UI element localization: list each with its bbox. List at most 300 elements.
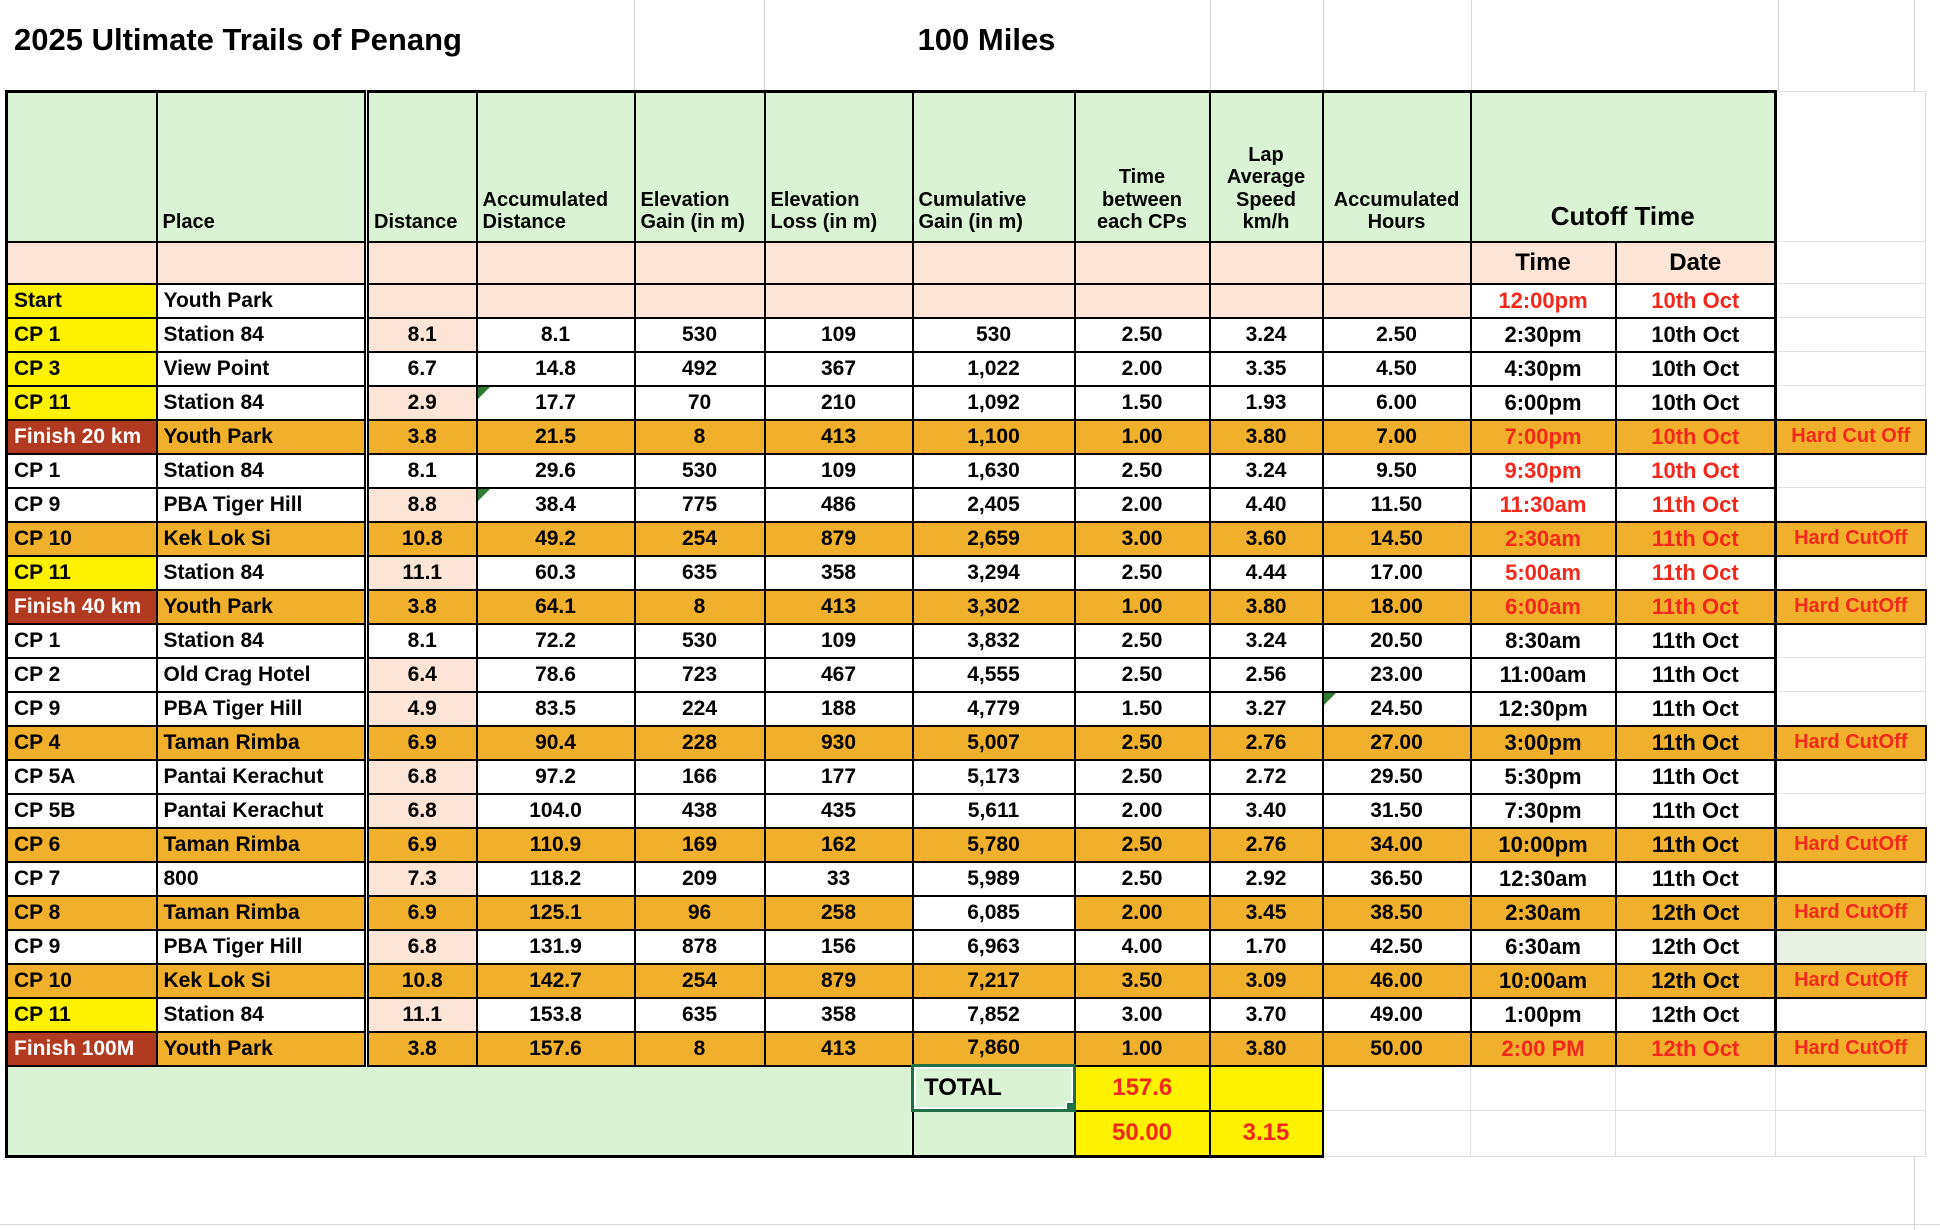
cutoff-time-cell[interactable]: 12:30pm [1471,692,1616,726]
sheet-cell[interactable] [1776,1111,1926,1157]
total-label-cell[interactable] [913,1066,1075,1111]
row-label-cell[interactable]: CP 3 [7,352,157,386]
elevation-loss-cell[interactable]: 358 [765,998,913,1032]
time-between-cps-cell[interactable]: 2.50 [1075,454,1210,488]
row-label-cell[interactable]: CP 2 [7,658,157,692]
distance-cell[interactable]: 8.1 [367,624,477,658]
cutoff-date-cell[interactable]: 11th Oct [1616,658,1776,692]
cutoff-date-cell[interactable]: 11th Oct [1616,726,1776,760]
sheet-cell[interactable] [1776,760,1926,794]
elevation-loss-cell[interactable]: 188 [765,692,913,726]
sheet-cell[interactable] [1776,998,1926,1032]
cutoff-time-cell[interactable]: 11:00am [1471,658,1616,692]
distance-cell[interactable]: 3.8 [367,1032,477,1066]
time-between-cps-cell[interactable]: 2.50 [1075,726,1210,760]
header-accumulated-hours[interactable]: Accumulated Hours [1323,92,1471,242]
row-label-cell[interactable]: CP 11 [7,386,157,420]
distance-cell[interactable]: 8.1 [367,318,477,352]
sheet-cell[interactable] [913,1111,1075,1157]
lap-average-speed-cell[interactable]: 3.24 [1210,454,1323,488]
header-cutoff-time[interactable]: Cutoff Time [1471,92,1776,242]
cutoff-date-cell[interactable]: 11th Oct [1616,862,1776,896]
lap-average-speed-cell[interactable]: 3.24 [1210,318,1323,352]
elevation-loss-cell[interactable]: 109 [765,318,913,352]
cutoff-date-cell[interactable]: 12th Oct [1616,930,1776,964]
sheet-cell[interactable] [7,242,157,284]
time-between-cps-cell[interactable]: 2.50 [1075,760,1210,794]
accumulated-hours-cell[interactable]: 46.00 [1323,964,1471,998]
cumulative-gain-cell[interactable]: 6,085 [913,896,1075,930]
time-between-cps-cell[interactable]: 2.50 [1075,318,1210,352]
cumulative-gain-cell[interactable]: 5,611 [913,794,1075,828]
sheet-cell[interactable] [1210,1066,1323,1111]
accumulated-hours-cell[interactable]: 4.50 [1323,352,1471,386]
cutoff-time-cell[interactable]: 10:00am [1471,964,1616,998]
sheet-cell[interactable] [1616,1111,1776,1157]
sheet-cell[interactable] [1323,1066,1471,1111]
race-category-cell[interactable]: 100 Miles [917,22,1056,57]
header-place[interactable]: Place [157,92,367,242]
cumulative-gain-cell[interactable]: 1,022 [913,352,1075,386]
sheet-cell[interactable] [1776,658,1926,692]
distance-cell[interactable]: 10.8 [367,964,477,998]
accumulated-distance-cell[interactable] [477,284,635,318]
overall-average-speed-cell[interactable]: 3.15 [1210,1111,1323,1157]
distance-cell[interactable]: 2.9 [367,386,477,420]
row-label-cell[interactable]: Finish 20 km [7,420,157,454]
elevation-loss-cell[interactable]: 413 [765,1032,913,1066]
elevation-gain-cell[interactable]: 8 [635,590,765,624]
header-cutoff-time-sub[interactable]: Time [1471,242,1616,284]
cumulative-gain-cell[interactable]: 3,302 [913,590,1075,624]
cutoff-date-cell[interactable]: 10th Oct [1616,352,1776,386]
lap-average-speed-cell[interactable] [1210,284,1323,318]
lap-average-speed-cell[interactable]: 3.80 [1210,1032,1323,1066]
row-label-cell[interactable]: Finish 40 km [7,590,157,624]
accumulated-hours-cell[interactable]: 24.50 [1323,692,1471,726]
cumulative-gain-cell[interactable]: 6,963 [913,930,1075,964]
time-between-cps-cell[interactable]: 2.50 [1075,828,1210,862]
header-cumulative-gain[interactable]: Cumulative Gain (in m) [913,92,1075,242]
row-label-cell[interactable]: CP 8 [7,896,157,930]
bottom-green-area[interactable] [7,1066,913,1157]
accumulated-hours-cell[interactable]: 6.00 [1323,386,1471,420]
accumulated-distance-cell[interactable]: 90.4 [477,726,635,760]
header-cutoff-date-sub[interactable]: Date [1616,242,1776,284]
sheet-cell[interactable] [1776,862,1926,896]
accumulated-hours-cell[interactable]: 14.50 [1323,522,1471,556]
cutoff-date-cell[interactable]: 12th Oct [1616,964,1776,998]
place-cell[interactable]: Youth Park [157,1032,367,1066]
accumulated-distance-cell[interactable]: 14.8 [477,352,635,386]
accumulated-distance-cell[interactable]: 153.8 [477,998,635,1032]
sheet-cell[interactable] [1776,930,1926,964]
header-distance[interactable]: Distance [367,92,477,242]
row-label-cell[interactable]: CP 11 [7,556,157,590]
sheet-cell[interactable] [1210,242,1323,284]
cutoff-date-cell[interactable]: 11th Oct [1616,488,1776,522]
accumulated-hours-cell[interactable]: 11.50 [1323,488,1471,522]
accumulated-distance-cell[interactable]: 131.9 [477,930,635,964]
elevation-gain-cell[interactable]: 228 [635,726,765,760]
row-label-cell[interactable]: CP 7 [7,862,157,896]
cumulative-gain-cell[interactable]: 7,217 [913,964,1075,998]
row-label-cell[interactable]: CP 1 [7,318,157,352]
lap-average-speed-cell[interactable]: 2.56 [1210,658,1323,692]
elevation-gain-cell[interactable]: 438 [635,794,765,828]
accumulated-hours-cell[interactable]: 9.50 [1323,454,1471,488]
accumulated-hours-cell[interactable]: 38.50 [1323,896,1471,930]
header-corner[interactable] [7,92,157,242]
distance-cell[interactable]: 3.8 [367,590,477,624]
lap-average-speed-cell[interactable]: 3.80 [1210,590,1323,624]
distance-cell[interactable]: 6.8 [367,760,477,794]
elevation-gain-cell[interactable]: 723 [635,658,765,692]
time-between-cps-cell[interactable]: 2.50 [1075,862,1210,896]
distance-cell[interactable]: 6.8 [367,794,477,828]
header-elevation-gain[interactable]: Elevation Gain (in m) [635,92,765,242]
row-label-cell[interactable]: CP 9 [7,930,157,964]
lap-average-speed-cell[interactable]: 3.70 [1210,998,1323,1032]
time-between-cps-cell[interactable]: 2.00 [1075,352,1210,386]
hard-cutoff-cell[interactable]: Hard CutOff [1776,522,1926,556]
sheet-cell[interactable] [1075,242,1210,284]
elevation-gain-cell[interactable]: 209 [635,862,765,896]
lap-average-speed-cell[interactable]: 4.44 [1210,556,1323,590]
lap-average-speed-cell[interactable]: 4.40 [1210,488,1323,522]
sheet-cell[interactable] [1776,352,1926,386]
sheet-cell[interactable] [477,242,635,284]
time-between-cps-cell[interactable]: 3.00 [1075,998,1210,1032]
distance-cell[interactable]: 7.3 [367,862,477,896]
lap-average-speed-cell[interactable]: 1.70 [1210,930,1323,964]
lap-average-speed-cell[interactable]: 3.45 [1210,896,1323,930]
total-distance-cell[interactable]: 157.6 [1075,1066,1210,1111]
accumulated-distance-cell[interactable]: 83.5 [477,692,635,726]
accumulated-hours-cell[interactable]: 18.00 [1323,590,1471,624]
time-between-cps-cell[interactable]: 1.00 [1075,420,1210,454]
row-label-cell[interactable]: Start [7,284,157,318]
time-between-cps-cell[interactable]: 1.50 [1075,386,1210,420]
accumulated-hours-cell[interactable]: 31.50 [1323,794,1471,828]
cumulative-gain-cell[interactable] [913,284,1075,318]
time-between-cps-cell[interactable]: 1.00 [1075,590,1210,624]
row-label-cell[interactable]: CP 10 [7,964,157,998]
row-label-cell[interactable]: CP 6 [7,828,157,862]
elevation-gain-cell[interactable]: 530 [635,624,765,658]
cumulative-gain-cell[interactable]: 5,989 [913,862,1075,896]
cutoff-time-cell[interactable]: 12:30am [1471,862,1616,896]
elevation-gain-cell[interactable]: 224 [635,692,765,726]
place-cell[interactable]: Old Crag Hotel [157,658,367,692]
distance-cell[interactable]: 8.8 [367,488,477,522]
sheet-cell[interactable] [1776,92,1926,242]
elevation-loss-cell[interactable]: 109 [765,624,913,658]
elevation-loss-cell[interactable]: 413 [765,590,913,624]
place-cell[interactable]: Youth Park [157,420,367,454]
place-cell[interactable]: Youth Park [157,590,367,624]
lap-average-speed-cell[interactable]: 3.24 [1210,624,1323,658]
cutoff-time-cell[interactable]: 2:30am [1471,896,1616,930]
cutoff-date-cell[interactable]: 10th Oct [1616,318,1776,352]
place-cell[interactable]: Pantai Kerachut [157,794,367,828]
cutoff-date-cell[interactable]: 11th Oct [1616,590,1776,624]
cutoff-date-cell[interactable]: 10th Oct [1616,386,1776,420]
accumulated-distance-cell[interactable]: 142.7 [477,964,635,998]
cutoff-time-cell[interactable]: 4:30pm [1471,352,1616,386]
row-label-cell[interactable]: CP 5A [7,760,157,794]
row-label-cell[interactable]: CP 4 [7,726,157,760]
time-between-cps-cell[interactable]: 2.00 [1075,488,1210,522]
elevation-gain-cell[interactable]: 775 [635,488,765,522]
cutoff-date-cell[interactable]: 12th Oct [1616,998,1776,1032]
accumulated-hours-cell[interactable]: 42.50 [1323,930,1471,964]
time-between-cps-cell[interactable]: 3.50 [1075,964,1210,998]
sheet-cell[interactable] [1776,556,1926,590]
cutoff-date-cell[interactable]: 11th Oct [1616,828,1776,862]
accumulated-distance-cell[interactable]: 97.2 [477,760,635,794]
elevation-gain-cell[interactable]: 8 [635,420,765,454]
lap-average-speed-cell[interactable]: 3.35 [1210,352,1323,386]
distance-cell[interactable]: 10.8 [367,522,477,556]
distance-cell[interactable]: 6.4 [367,658,477,692]
place-cell[interactable]: Station 84 [157,624,367,658]
time-between-cps-cell[interactable]: 2.50 [1075,624,1210,658]
elevation-loss-cell[interactable]: 879 [765,964,913,998]
cutoff-date-cell[interactable]: 11th Oct [1616,522,1776,556]
accumulated-distance-cell[interactable]: 104.0 [477,794,635,828]
fill-handle[interactable] [1065,1101,1075,1111]
accumulated-hours-cell[interactable]: 20.50 [1323,624,1471,658]
accumulated-hours-cell[interactable]: 17.00 [1323,556,1471,590]
sheet-cell[interactable] [1776,624,1926,658]
place-cell[interactable]: Station 84 [157,998,367,1032]
elevation-gain-cell[interactable]: 254 [635,522,765,556]
cutoff-time-cell[interactable]: 12:00pm [1471,284,1616,318]
cutoff-time-cell[interactable]: 7:30pm [1471,794,1616,828]
accumulated-hours-cell[interactable]: 7.00 [1323,420,1471,454]
accumulated-distance-cell[interactable]: 38.4 [477,488,635,522]
cumulative-gain-cell[interactable]: 5,780 [913,828,1075,862]
distance-cell[interactable]: 4.9 [367,692,477,726]
cutoff-date-cell[interactable]: 10th Oct [1616,420,1776,454]
cutoff-time-cell[interactable]: 7:00pm [1471,420,1616,454]
elevation-loss-cell[interactable]: 258 [765,896,913,930]
sheet-cell[interactable] [1776,1066,1926,1111]
elevation-gain-cell[interactable]: 166 [635,760,765,794]
place-cell[interactable]: Station 84 [157,556,367,590]
place-cell[interactable]: PBA Tiger Hill [157,692,367,726]
elevation-loss-cell[interactable]: 413 [765,420,913,454]
cutoff-date-cell[interactable]: 11th Oct [1616,624,1776,658]
lap-average-speed-cell[interactable]: 1.93 [1210,386,1323,420]
accumulated-distance-cell[interactable]: 29.6 [477,454,635,488]
elevation-loss-cell[interactable]: 930 [765,726,913,760]
place-cell[interactable]: Kek Lok Si [157,964,367,998]
accumulated-hours-cell[interactable]: 29.50 [1323,760,1471,794]
cutoff-date-cell[interactable]: 11th Oct [1616,760,1776,794]
time-between-cps-cell[interactable] [1075,284,1210,318]
place-cell[interactable]: Kek Lok Si [157,522,367,556]
elevation-loss-cell[interactable]: 33 [765,862,913,896]
sheet-cell[interactable] [1471,1066,1616,1111]
distance-cell[interactable] [367,284,477,318]
cutoff-time-cell[interactable]: 6:00pm [1471,386,1616,420]
elevation-loss-cell[interactable]: 109 [765,454,913,488]
accumulated-distance-cell[interactable]: 110.9 [477,828,635,862]
sheet-cell[interactable] [1776,454,1926,488]
cumulative-gain-cell[interactable]: 7,852 [913,998,1075,1032]
cutoff-date-cell[interactable]: 12th Oct [1616,1032,1776,1066]
sheet-cell[interactable] [1323,242,1471,284]
cumulative-gain-cell[interactable]: 3,832 [913,624,1075,658]
elevation-loss-cell[interactable]: 358 [765,556,913,590]
place-cell[interactable]: PBA Tiger Hill [157,488,367,522]
elevation-gain-cell[interactable]: 70 [635,386,765,420]
cutoff-date-cell[interactable]: 11th Oct [1616,794,1776,828]
header-lap-average-speed[interactable]: Lap Average Speed km/h [1210,92,1323,242]
time-between-cps-cell[interactable]: 2.00 [1075,794,1210,828]
elevation-gain-cell[interactable]: 8 [635,1032,765,1066]
cutoff-time-cell[interactable]: 10:00pm [1471,828,1616,862]
cumulative-gain-cell[interactable]: 4,779 [913,692,1075,726]
sheet-cell[interactable] [1323,1111,1471,1157]
sheet-cell[interactable] [1776,284,1926,318]
workbook-title-cell[interactable]: 2025 Ultimate Trails of Penang [14,22,462,57]
distance-cell[interactable]: 6.7 [367,352,477,386]
cutoff-date-cell[interactable]: 10th Oct [1616,284,1776,318]
accumulated-distance-cell[interactable]: 72.2 [477,624,635,658]
elevation-gain-cell[interactable]: 96 [635,896,765,930]
distance-cell[interactable]: 6.9 [367,828,477,862]
cumulative-gain-cell[interactable]: 5,007 [913,726,1075,760]
cutoff-date-cell[interactable]: 12th Oct [1616,896,1776,930]
place-cell[interactable]: Taman Rimba [157,896,367,930]
cutoff-time-cell[interactable]: 9:30pm [1471,454,1616,488]
sheet-cell[interactable] [1776,242,1926,284]
cutoff-time-cell[interactable]: 11:30am [1471,488,1616,522]
sheet-cell[interactable] [1776,692,1926,726]
time-between-cps-cell[interactable]: 2.50 [1075,556,1210,590]
accumulated-distance-cell[interactable]: 125.1 [477,896,635,930]
lap-average-speed-cell[interactable]: 3.60 [1210,522,1323,556]
cutoff-time-cell[interactable]: 5:30pm [1471,760,1616,794]
row-label-cell[interactable]: CP 5B [7,794,157,828]
total-hours-cell[interactable]: 50.00 [1075,1111,1210,1157]
hard-cutoff-cell[interactable]: Hard CutOff [1776,590,1926,624]
sheet-cell[interactable] [765,242,913,284]
distance-cell[interactable]: 6.8 [367,930,477,964]
lap-average-speed-cell[interactable]: 2.92 [1210,862,1323,896]
row-label-cell[interactable]: CP 1 [7,624,157,658]
lap-average-speed-cell[interactable]: 3.80 [1210,420,1323,454]
place-cell[interactable]: PBA Tiger Hill [157,930,367,964]
row-label-cell[interactable]: Finish 100M [7,1032,157,1066]
sheet-cell[interactable] [367,242,477,284]
cumulative-gain-cell[interactable]: 7,860 [913,1032,1075,1066]
time-between-cps-cell[interactable]: 4.00 [1075,930,1210,964]
cutoff-time-cell[interactable]: 6:00am [1471,590,1616,624]
cumulative-gain-cell[interactable]: 4,555 [913,658,1075,692]
hard-cutoff-cell[interactable]: Hard CutOff [1776,726,1926,760]
place-cell[interactable]: Station 84 [157,386,367,420]
place-cell[interactable]: Youth Park [157,284,367,318]
distance-cell[interactable]: 3.8 [367,420,477,454]
accumulated-distance-cell[interactable]: 21.5 [477,420,635,454]
elevation-loss-cell[interactable]: 467 [765,658,913,692]
lap-average-speed-cell[interactable]: 2.72 [1210,760,1323,794]
row-label-cell[interactable]: CP 11 [7,998,157,1032]
time-between-cps-cell[interactable]: 1.00 [1075,1032,1210,1066]
cutoff-time-cell[interactable]: 8:30am [1471,624,1616,658]
accumulated-distance-cell[interactable]: 118.2 [477,862,635,896]
accumulated-hours-cell[interactable]: 36.50 [1323,862,1471,896]
elevation-loss-cell[interactable]: 177 [765,760,913,794]
elevation-gain-cell[interactable]: 169 [635,828,765,862]
row-label-cell[interactable]: CP 9 [7,692,157,726]
distance-cell[interactable]: 8.1 [367,454,477,488]
accumulated-distance-cell[interactable]: 78.6 [477,658,635,692]
place-cell[interactable]: View Point [157,352,367,386]
elevation-gain-cell[interactable] [635,284,765,318]
sheet-cell[interactable] [1776,386,1926,420]
cumulative-gain-cell[interactable]: 1,100 [913,420,1075,454]
elevation-loss-cell[interactable]: 367 [765,352,913,386]
accumulated-distance-cell[interactable]: 17.7 [477,386,635,420]
hard-cutoff-cell[interactable]: Hard CutOff [1776,828,1926,862]
distance-cell[interactable]: 11.1 [367,998,477,1032]
elevation-gain-cell[interactable]: 530 [635,318,765,352]
elevation-gain-cell[interactable]: 635 [635,998,765,1032]
cumulative-gain-cell[interactable]: 2,405 [913,488,1075,522]
elevation-loss-cell[interactable]: 435 [765,794,913,828]
distance-cell[interactable]: 6.9 [367,726,477,760]
lap-average-speed-cell[interactable]: 3.09 [1210,964,1323,998]
row-label-cell[interactable]: CP 1 [7,454,157,488]
place-cell[interactable]: Taman Rimba [157,726,367,760]
place-cell[interactable]: Pantai Kerachut [157,760,367,794]
time-between-cps-cell[interactable]: 2.50 [1075,658,1210,692]
row-label-cell[interactable]: CP 9 [7,488,157,522]
lap-average-speed-cell[interactable]: 3.27 [1210,692,1323,726]
lap-average-speed-cell[interactable]: 2.76 [1210,828,1323,862]
elevation-gain-cell[interactable]: 492 [635,352,765,386]
time-between-cps-cell[interactable]: 1.50 [1075,692,1210,726]
distance-cell[interactable]: 6.9 [367,896,477,930]
header-accumulated-distance[interactable]: Accumulated Distance [477,92,635,242]
sheet-cell[interactable] [913,242,1075,284]
sheet-cell[interactable] [1776,488,1926,522]
accumulated-hours-cell[interactable]: 27.00 [1323,726,1471,760]
accumulated-distance-cell[interactable]: 8.1 [477,318,635,352]
header-elevation-loss[interactable]: Elevation Loss (in m) [765,92,913,242]
accumulated-hours-cell[interactable]: 2.50 [1323,318,1471,352]
cutoff-date-cell[interactable]: 10th Oct [1616,454,1776,488]
cutoff-time-cell[interactable]: 3:00pm [1471,726,1616,760]
accumulated-distance-cell[interactable]: 60.3 [477,556,635,590]
cutoff-time-cell[interactable]: 2:30pm [1471,318,1616,352]
cutoff-time-cell[interactable]: 1:00pm [1471,998,1616,1032]
elevation-loss-cell[interactable]: 210 [765,386,913,420]
cutoff-date-cell[interactable]: 11th Oct [1616,692,1776,726]
row-label-cell[interactable]: CP 10 [7,522,157,556]
hard-cutoff-cell[interactable]: Hard CutOff [1776,1032,1926,1066]
elevation-gain-cell[interactable]: 878 [635,930,765,964]
elevation-gain-cell[interactable]: 635 [635,556,765,590]
elevation-loss-cell[interactable]: 162 [765,828,913,862]
sheet-cell[interactable] [1616,1066,1776,1111]
cumulative-gain-cell[interactable]: 530 [913,318,1075,352]
